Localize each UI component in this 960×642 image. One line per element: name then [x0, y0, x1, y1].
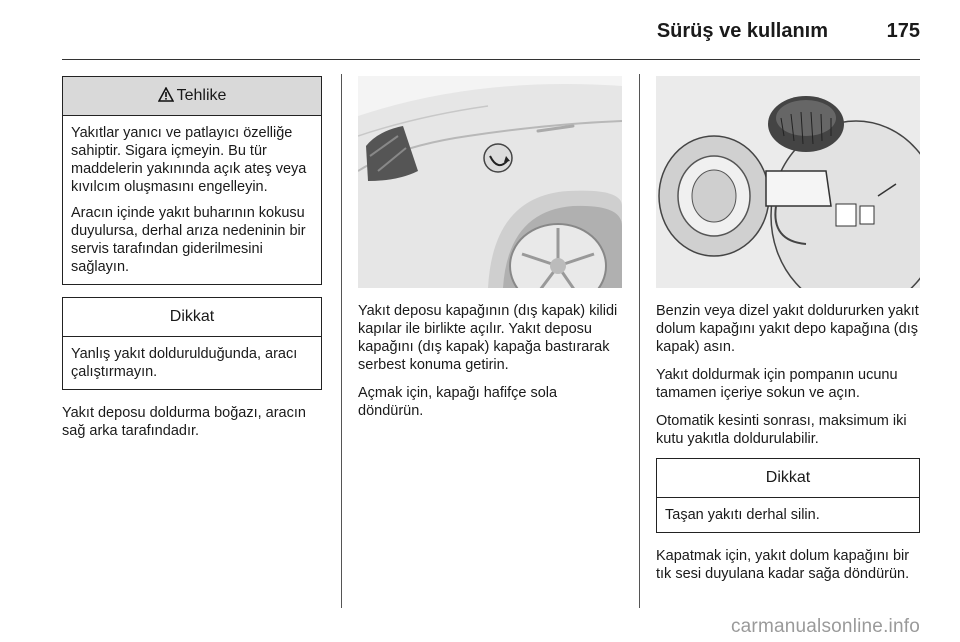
column-3	[656, 76, 920, 593]
caution-box-title: Dikkat	[765, 469, 811, 486]
danger-box-header	[63, 77, 321, 116]
fuel-cap-hanging-illustration	[656, 76, 920, 288]
warning-triangle-icon	[158, 87, 174, 102]
caution-box-header	[657, 459, 919, 498]
body-paragraph: Yakıt deposu kapağının (dış kapak) kilidi kapılar ile birlikte açılır. Yakıt deposu kapağını (dış kapak) kapağa bastırarak serbest konuma getirin.	[358, 303, 618, 373]
caution-text: Yanlış yakıt doldurulduğunda, aracı çalıştırmayın.	[71, 346, 298, 380]
page-number: 175	[886, 20, 920, 42]
caution-box-body	[657, 498, 919, 532]
caution-box	[62, 297, 322, 390]
body-paragraph: Kapatmak için, yakıt dolum kapağını bir tık sesi duyulana kadar sağa döndürün.	[656, 548, 910, 582]
caution-text: Taşan yakıtı derhal silin.	[665, 507, 820, 523]
danger-box-body	[63, 116, 321, 284]
danger-paragraph: Aracın içinde yakıt buharının kokusu duyulursa, derhal arıza nedeninin bir servis tarafından giderilmesini sağlayın.	[71, 205, 306, 275]
caution-box	[656, 458, 920, 533]
column-2	[358, 76, 622, 430]
car-fuel-flap-illustration	[358, 76, 622, 288]
column-separator	[341, 74, 342, 608]
body-paragraph: Yakıt deposu doldurma boğazı, aracın sağ arka tarafındadır.	[62, 405, 306, 439]
body-paragraph: Yakıt doldurmak için pompanın ucunu tamamen içeriye sokun ve açın.	[656, 367, 898, 401]
page-header	[62, 18, 920, 56]
danger-paragraph: Yakıtlar yanıcı ve patlayıcı özelliğe sahiptir. Sigara içmeyin. Bu tür maddelerin yakınında açık ateş veya kıvılcım oluşmasını engelleyin.	[71, 125, 307, 195]
danger-box-title: Tehlike	[176, 87, 227, 104]
danger-box	[62, 76, 322, 285]
body-paragraph: Otomatik kesinti sonrası, maksimum iki kutu yakıtla doldurulabilir.	[656, 413, 907, 447]
section-title: Sürüş ve kullanım	[656, 20, 828, 42]
body-paragraph: Benzin veya dizel yakıt doldururken yakıt dolum kapağını yakıt depo kapağına (dış kapak) asın.	[656, 303, 919, 355]
column-1	[62, 76, 322, 450]
caution-box-title: Dikkat	[169, 308, 215, 325]
caution-box-body	[63, 337, 321, 389]
header-rule	[62, 59, 920, 60]
watermark: carmanualsonline.info	[730, 616, 920, 637]
caution-box-header	[63, 298, 321, 337]
column-separator	[639, 74, 640, 608]
body-paragraph: Açmak için, kapağı hafifçe sola döndürün.	[358, 385, 558, 419]
